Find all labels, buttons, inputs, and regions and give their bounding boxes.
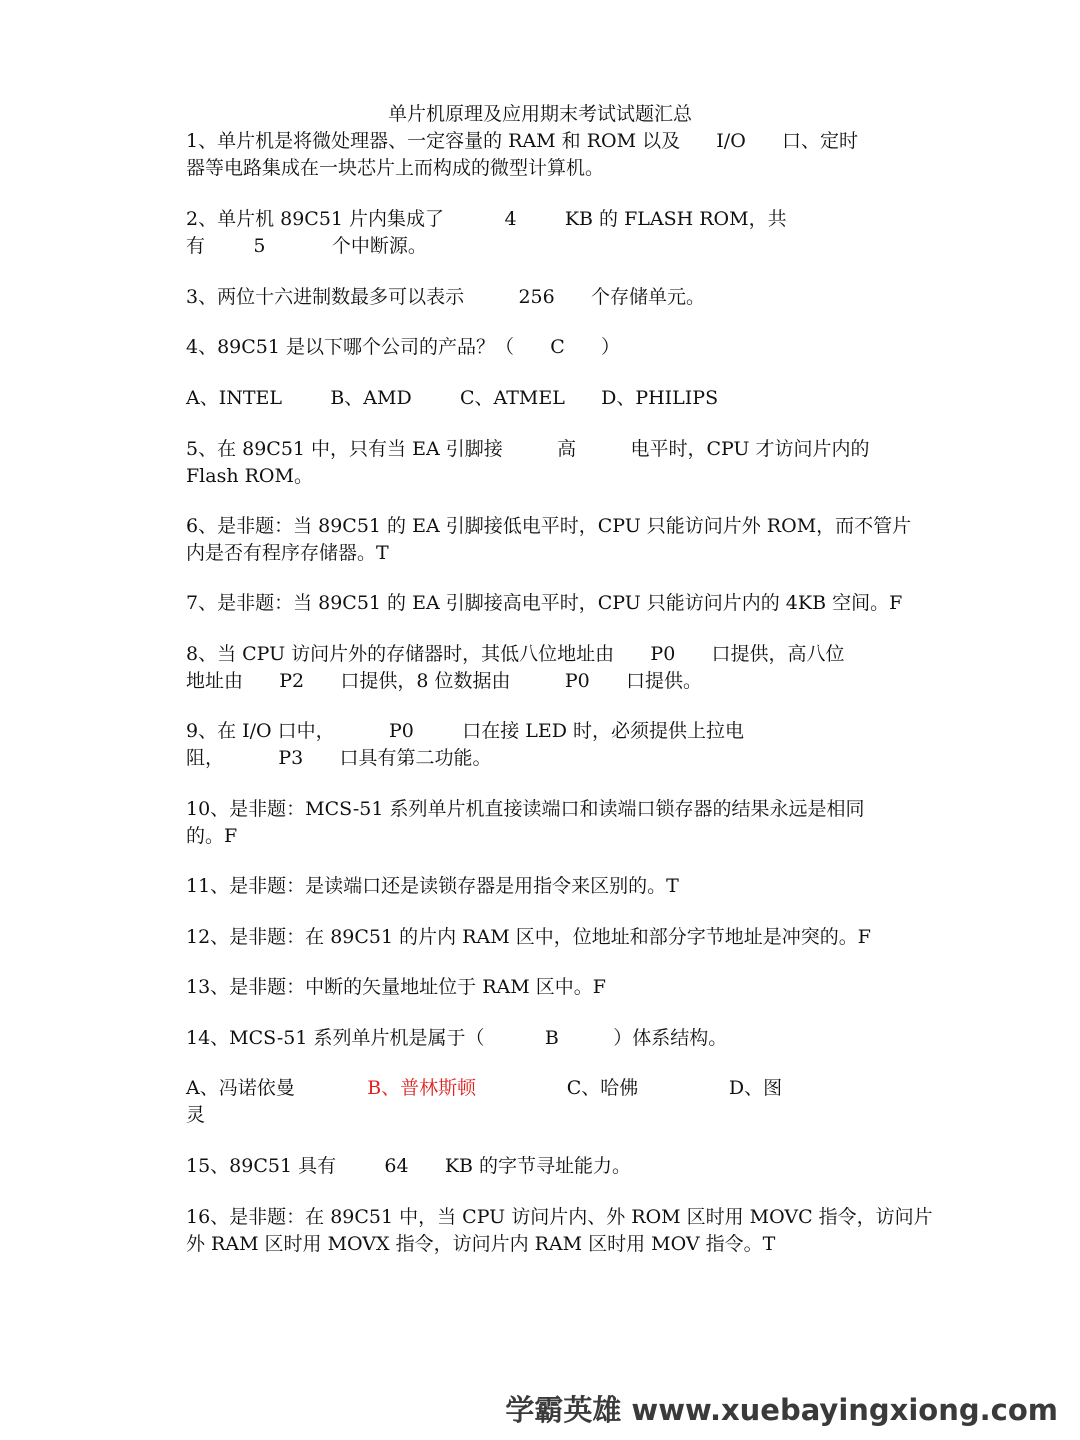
question-4 — [186, 334, 898, 361]
question-line: 10、是非题：MCS-51 系列单片机直接读端口和读端口锁存器的结果永远是相同 — [186, 798, 865, 820]
question-line: 的。F — [186, 825, 238, 847]
question-line: Flash ROM。 — [186, 465, 313, 487]
question-line: 8、当 CPU 访问片外的存储器时，其低八位地址由 P0 口提供，高八位 — [186, 643, 845, 665]
question-10 — [186, 796, 898, 850]
question-9 — [186, 718, 898, 772]
question-line: 器等电路集成在一块芯片上而构成的微型计算机。 — [186, 157, 605, 179]
question-line: 14、MCS-51 系列单片机是属于（ B ）体系结构。 — [186, 1027, 728, 1049]
question-14-options — [186, 1075, 898, 1129]
question-11 — [186, 873, 898, 900]
question-line: 11、是非题：是读端口还是读锁存器是用指令来区别的。T — [186, 875, 679, 897]
question-line: 3、两位十六进制数最多可以表示 256 个存储单元。 — [186, 286, 705, 308]
question-line: 12、是非题：在 89C51 的片内 RAM 区中，位地址和部分字节地址是冲突的。F — [186, 926, 871, 948]
question-line: 7、是非题：当 89C51 的 EA 引脚接高电平时，CPU 只能访问片内的 4KB 空间。F — [186, 592, 903, 614]
question-4-options — [186, 385, 898, 412]
question-line: 15、89C51 具有 64 KB 的字节寻址能力。 — [186, 1155, 632, 1177]
options-line: 灵 — [186, 1104, 206, 1126]
question-16 — [186, 1204, 933, 1258]
question-line: 有 5 个中断源。 — [186, 235, 427, 257]
question-line: 外 RAM 区时用 MOVX 指令，访问片内 RAM 区时用 MOV 指令。T — [186, 1233, 776, 1255]
question-line: 地址由 P2 口提供，8 位数据由 P0 口提供。 — [186, 670, 702, 692]
question-line: 4、89C51 是以下哪个公司的产品？（ C ） — [186, 336, 621, 358]
options-line: A、INTEL B、AMD C、ATMEL D、PHILIPS — [186, 387, 719, 409]
option-b-highlighted: B、普林斯顿 — [367, 1077, 477, 1099]
question-14 — [186, 1025, 898, 1052]
question-5 — [186, 436, 898, 490]
option-a: A、冯诺依曼 — [186, 1077, 368, 1099]
question-1 — [186, 128, 898, 182]
question-13 — [186, 974, 898, 1001]
options-line — [186, 1075, 898, 1102]
question-line: 5、在 89C51 中，只有当 EA 引脚接 高 电平时，CPU 才访问片内的 — [186, 438, 870, 460]
question-3 — [186, 284, 898, 311]
question-15 — [186, 1153, 898, 1180]
question-8 — [186, 641, 898, 695]
question-line: 2、单片机 89C51 片内集成了 4 KB 的 FLASH ROM，共 — [186, 208, 787, 230]
watermark: 学霸英雄 www.xuebayingxiong.com — [505, 1393, 1058, 1427]
question-line: 13、是非题：中断的矢量地址位于 RAM 区中。F — [186, 976, 606, 998]
question-12 — [186, 924, 898, 951]
question-line: 阻， P3 口具有第二功能。 — [186, 747, 492, 769]
question-line: 内是否有程序存储器。T — [186, 542, 389, 564]
question-line: 1、单片机是将微处理器、一定容量的 RAM 和 ROM 以及 I/O 口、定时 — [186, 130, 859, 152]
question-line: 6、是非题：当 89C51 的 EA 引脚接低电平时，CPU 只能访问片外 ROM，而不管片 — [186, 515, 912, 537]
question-7 — [186, 590, 903, 617]
question-2 — [186, 206, 898, 260]
question-line: 16、是非题：在 89C51 中，当 CPU 访问片内、外 ROM 区时用 MOVC 指令，访问片 — [186, 1206, 933, 1228]
option-c-d: C、哈佛 D、图 — [476, 1077, 783, 1099]
document-title: 单片机原理及应用期末考试试题汇总 — [387, 103, 692, 125]
question-6 — [186, 513, 912, 567]
question-line: 9、在 I/O 口中， P0 口在接 LED 时，必须提供上拉电 — [186, 720, 744, 742]
